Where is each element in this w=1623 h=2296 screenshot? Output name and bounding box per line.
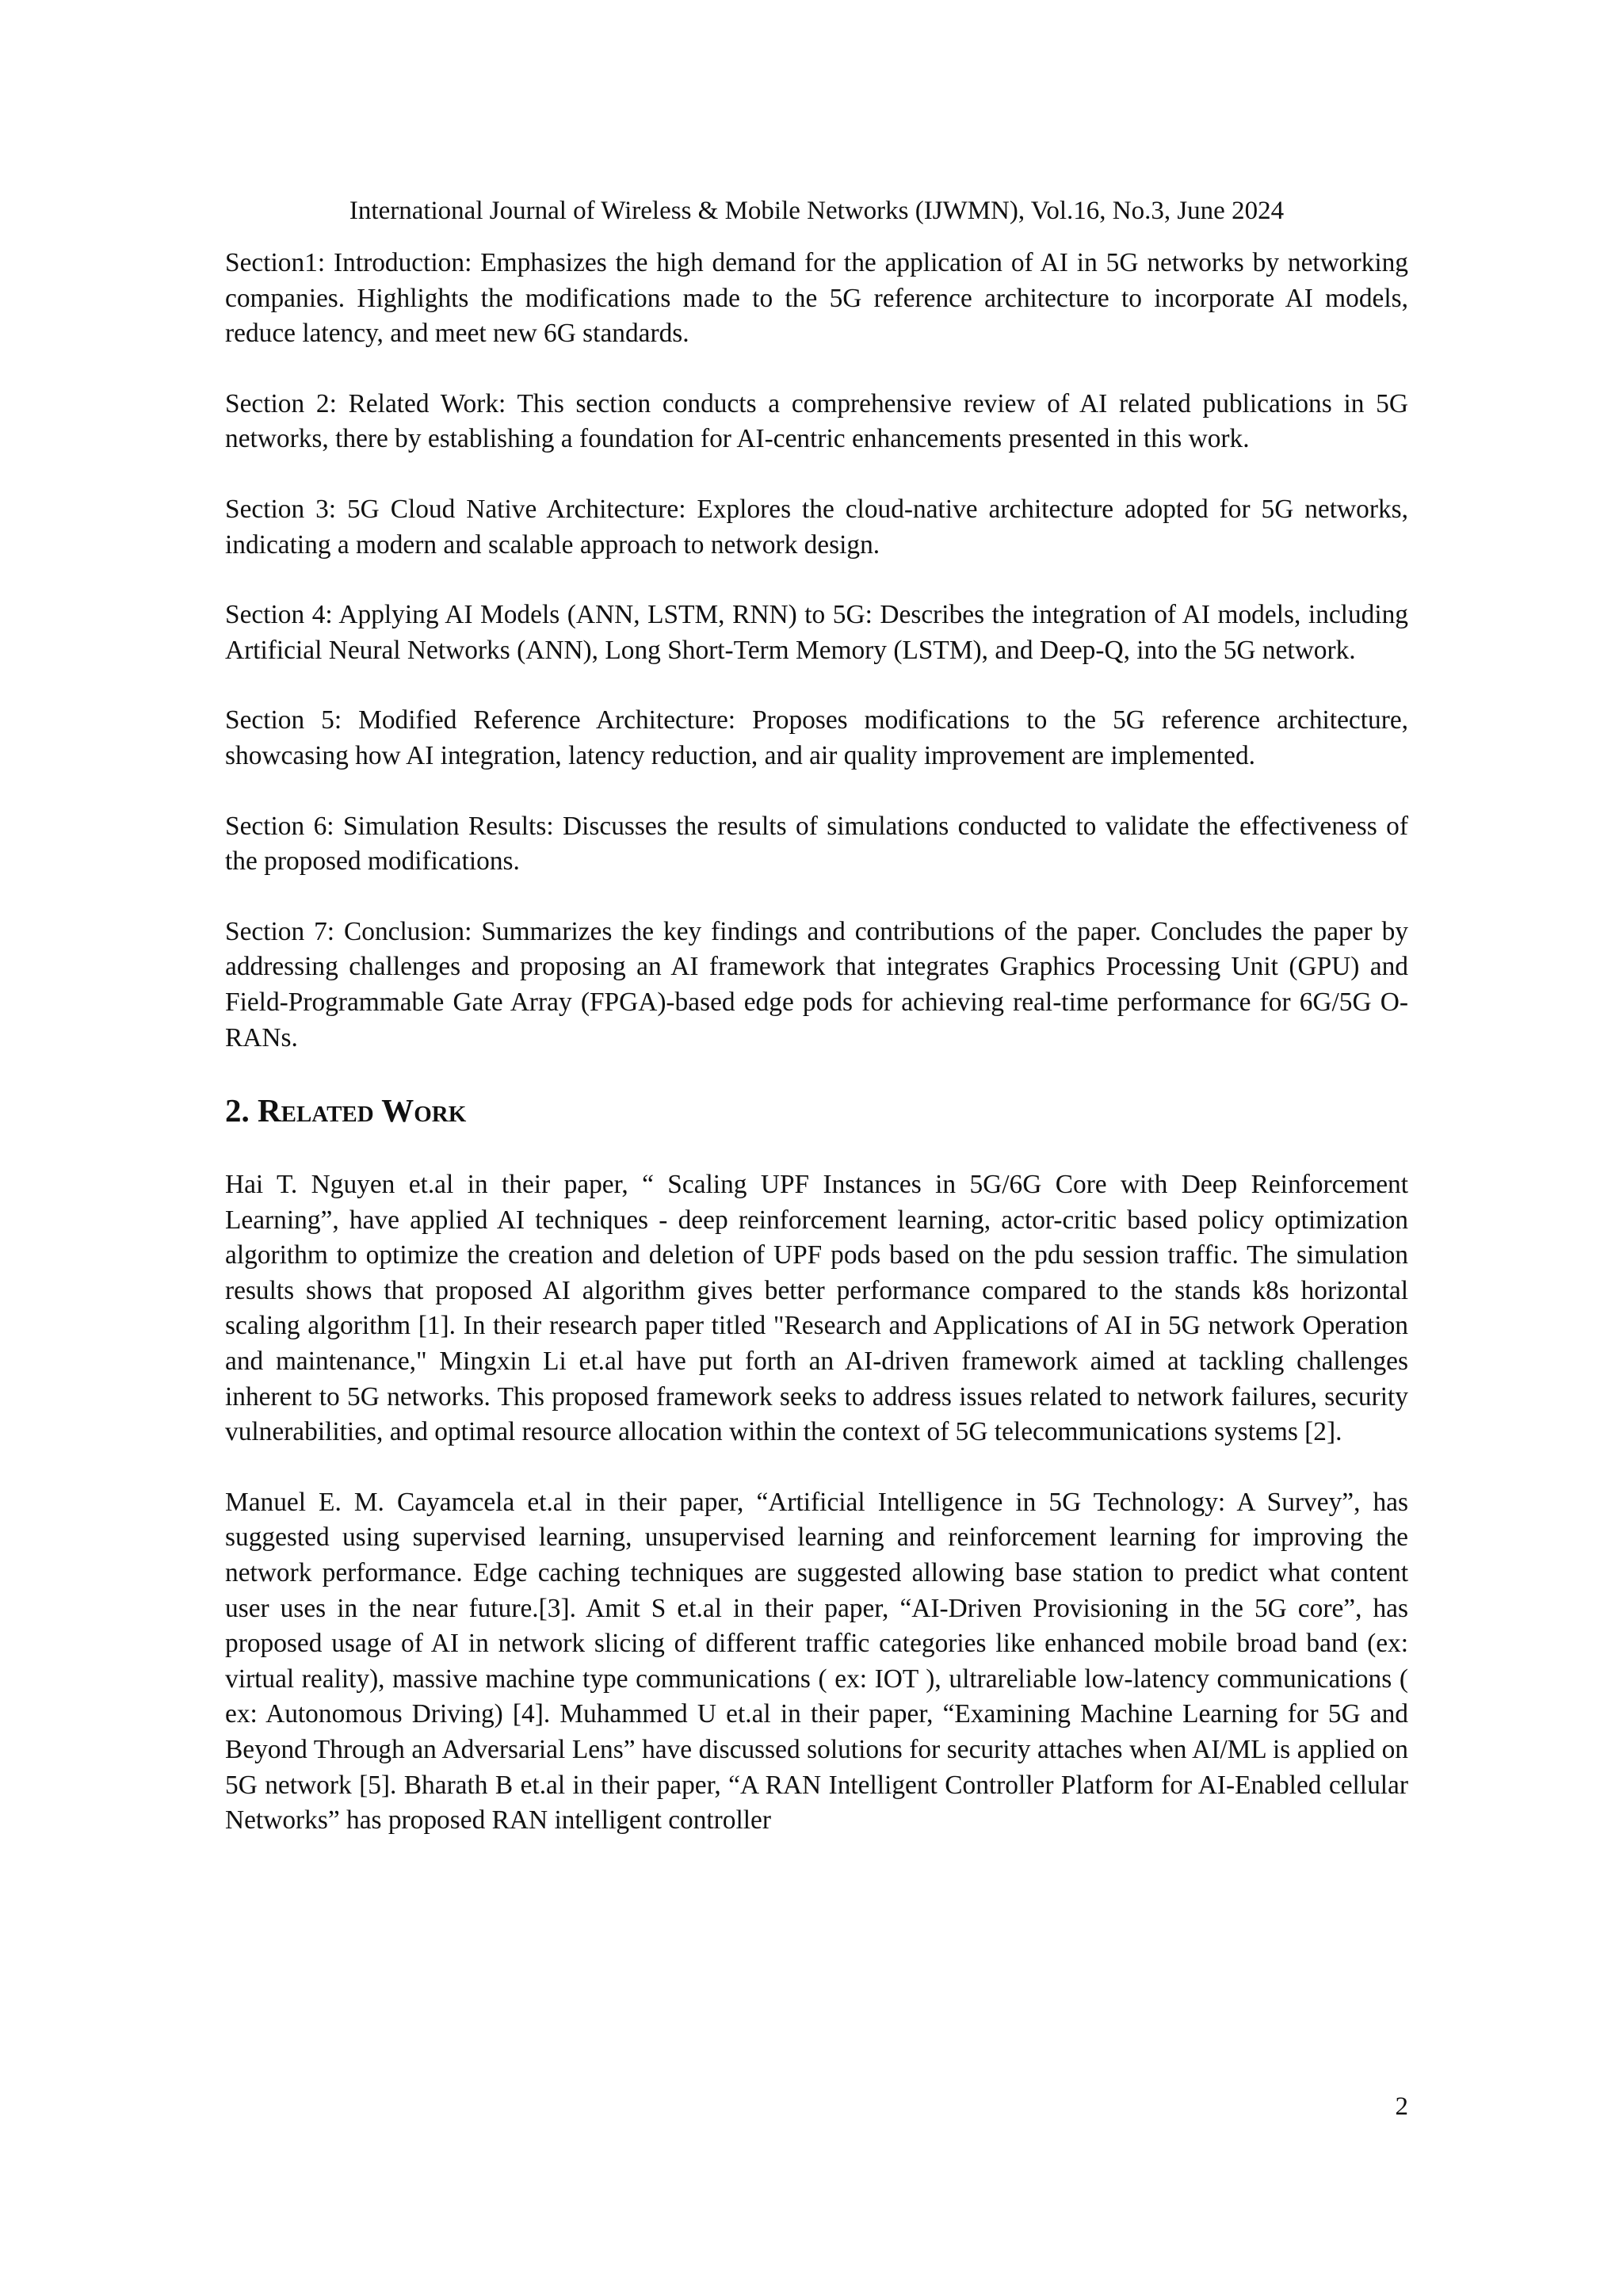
section-heading xyxy=(225,1091,1408,1130)
running-header: International Journal of Wireless & Mobile Networks (IJWMN), Vol.16, No.3, June 2024 xyxy=(349,197,1285,225)
section-7-summary: Section 7: Conclusion: Summarizes the key findings and contributions of the paper. Concludes the paper by addressing challenges and proposing an AI framework that integrates Graphics Processing Unit (GPU) and Field-Programmable Gate Array (FPGA)-based edge pods for achieving real-time performance for 6G/5G O-RANs. xyxy=(225,916,1408,1052)
related-work-paragraph: Manuel E. M. Cayamcela et.al in their paper, “Artificial Intelligence in 5G Technology: A Survey”, has suggested using supervised learning, unsupervised learning and reinforcement learning for improving the network performance. Edge caching techniques are suggested allowing base station to predict what content user uses in the near future.[3]. Amit S et.al in their paper, “AI-Driven Provisioning in the 5G core”, has proposed usage of AI in network slicing of different traffic categories like enhanced mobile broad band (ex: virtual reality), massive machine type communications ( ex: IOT ), ultrareliable low-latency communications ( ex: Autonomous Driving) [4]. Muhammed U et.al in their paper, “Examining Machine Learning for 5G and Beyond Through an Adversarial Lens” have discussed solutions for security attaches when AI/ML is applied on 5G network [5]. Bharath B et.al in their paper, “A RAN Intelligent Controller Platform for AI-Enabled cellular Networks” has proposed RAN intelligent controller xyxy=(225,1487,1408,1836)
section-title: Related Work xyxy=(258,1092,467,1129)
section-3-summary: Section 3: 5G Cloud Native Architecture: Explores the cloud-native architecture adopted for 5G networks, indicating a modern and scalable approach to network design. xyxy=(225,494,1408,560)
section-4-summary: Section 4: Applying AI Models (ANN, LSTM, RNN) to 5G: Describes the integration of AI models, including Artificial Neural Networks (ANN), Long Short-Term Memory (LSTM), and Deep-Q, into the 5G network. xyxy=(225,600,1408,665)
section-5-summary: Section 5: Modified Reference Architecture: Proposes modifications to the 5G reference architecture, showcasing how AI integration, latency reduction, and air quality improvement are implemented. xyxy=(225,705,1408,770)
section-number: 2. xyxy=(225,1092,250,1129)
section-6-summary: Section 6: Simulation Results: Discusses the results of simulations conducted to validate the effectiveness of the proposed modifications. xyxy=(225,811,1408,877)
body-text xyxy=(225,246,1408,1874)
page-number: 2 xyxy=(1395,2092,1408,2121)
section-1-summary: Section1: Introduction: Emphasizes the high demand for the application of AI in 5G networks by networking companies. Highlights the modifications made to the 5G reference architecture to incorporate AI models, reduce latency, and meet new 6G standards. xyxy=(225,248,1408,349)
section-2-summary: Section 2: Related Work: This section conducts a comprehensive review of AI related publications in 5G networks, there by establishing a foundation for AI-centric enhancements presented in this work. xyxy=(225,388,1408,454)
related-work-paragraph: Hai T. Nguyen et.al in their paper, “ Scaling UPF Instances in 5G/6G Core with Deep Reinforcement Learning”, have applied AI techniques - deep reinforcement learning, actor-critic based policy optimization algorithm to optimize the creation and deletion of UPF pods based on the pdu session traffic. The simulation results shows that proposed AI algorithm gives better performance compared to the stands k8s horizontal scaling algorithm [1]. In their research paper titled "Research and Applications of AI in 5G network Operation and maintenance," Mingxin Li et.al have put forth an AI-driven framework aimed at tackling challenges inherent to 5G networks. This proposed framework seeks to address issues related to network failures, security vulnerabilities, and optimal resource allocation within the context of 5G telecommunications systems [2]. xyxy=(225,1170,1408,1447)
